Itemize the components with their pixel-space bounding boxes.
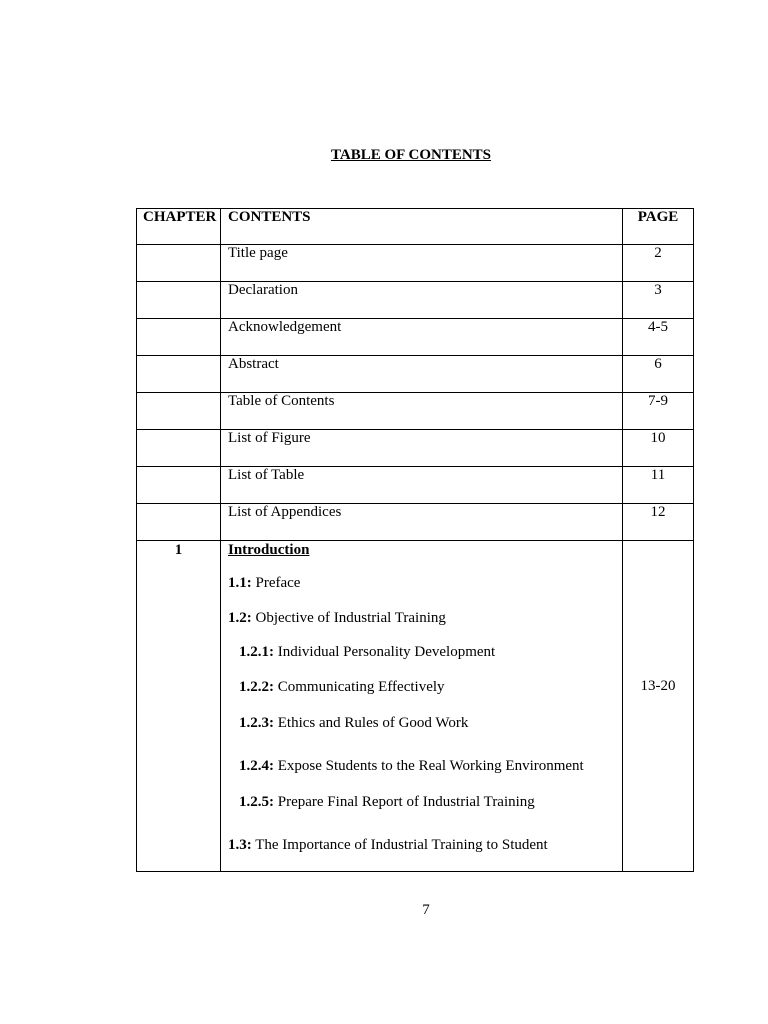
section-text: Ethics and Rules of Good Work xyxy=(274,715,469,731)
chapter-cell xyxy=(137,393,221,430)
content-cell: Declaration xyxy=(221,282,623,319)
chapter-title: Introduction xyxy=(228,542,310,558)
section-text: Objective of Industrial Training xyxy=(251,610,446,626)
section-number: 1.2: xyxy=(228,610,252,626)
header-chapter: CHAPTER xyxy=(137,209,221,245)
page-title: TABLE OF CONTENTS xyxy=(330,147,492,163)
chapter-1-row xyxy=(137,541,694,872)
page-cell: 6 xyxy=(623,356,694,393)
content-cell: List of Table xyxy=(221,467,623,504)
chapter-cell xyxy=(137,319,221,356)
section-number: 1.2.3: xyxy=(239,715,274,731)
section-text: Expose Students to the Real Working Environment xyxy=(274,758,584,774)
chapter-cell xyxy=(137,467,221,504)
section-item xyxy=(239,679,445,696)
content-cell: List of Figure xyxy=(221,430,623,467)
table-row xyxy=(137,245,694,282)
chapter-1-contents xyxy=(221,541,623,872)
chapter-cell xyxy=(137,430,221,467)
section-item xyxy=(228,610,446,627)
chapter-cell xyxy=(137,282,221,319)
content-cell: Title page xyxy=(221,245,623,282)
table-row xyxy=(137,282,694,319)
content-cell: Acknowledgement xyxy=(221,319,623,356)
section-number: 1.2.1: xyxy=(239,644,274,660)
chapter-1-page: 13-20 xyxy=(623,541,694,872)
chapter-cell xyxy=(137,245,221,282)
section-number: 1.2.4: xyxy=(239,758,274,774)
section-text: Preface xyxy=(251,575,301,591)
page-cell: 10 xyxy=(623,430,694,467)
chapter-number: 1 xyxy=(137,541,221,872)
section-text: Individual Personality Development xyxy=(274,644,496,660)
chapter-cell xyxy=(137,504,221,541)
chapter-cell xyxy=(137,356,221,393)
section-text: Communicating Effectively xyxy=(274,679,445,695)
content-cell: Table of Contents xyxy=(221,393,623,430)
section-text: Prepare Final Report of Industrial Training xyxy=(274,794,535,810)
section-item xyxy=(239,644,495,661)
section-text: The Importance of Industrial Training to Student xyxy=(251,837,548,853)
toc-table xyxy=(136,208,694,872)
page-cell: 4-5 xyxy=(623,319,694,356)
table-row xyxy=(137,356,694,393)
content-cell: Abstract xyxy=(221,356,623,393)
page-number: 7 xyxy=(422,902,430,918)
section-item xyxy=(228,575,300,592)
page-cell: 2 xyxy=(623,245,694,282)
page-cell: 3 xyxy=(623,282,694,319)
section-number: 1.1: xyxy=(228,575,252,591)
page-cell: 7-9 xyxy=(623,393,694,430)
table-header-row xyxy=(137,209,694,245)
section-number: 1.3: xyxy=(228,837,252,853)
table-row xyxy=(137,430,694,467)
header-contents: CONTENTS xyxy=(221,209,623,245)
page-cell: 12 xyxy=(623,504,694,541)
section-number: 1.2.2: xyxy=(239,679,274,695)
table-row xyxy=(137,467,694,504)
page-cell: 11 xyxy=(623,467,694,504)
section-item xyxy=(239,794,535,811)
section-item xyxy=(239,758,584,775)
section-number: 1.2.5: xyxy=(239,794,274,810)
header-page: PAGE xyxy=(623,209,694,245)
table-row xyxy=(137,319,694,356)
table-row xyxy=(137,393,694,430)
section-item xyxy=(228,837,548,854)
table-row xyxy=(137,504,694,541)
content-cell: List of Appendices xyxy=(221,504,623,541)
section-item xyxy=(239,715,468,732)
